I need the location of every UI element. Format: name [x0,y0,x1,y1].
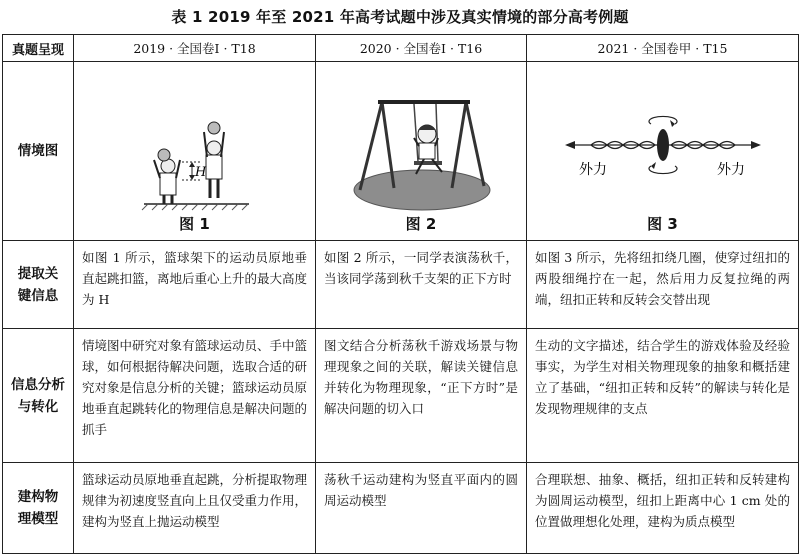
key-info-label-line1: 提取关 [17,265,59,282]
table-caption: 表 1 2019 年至 2021 年高考试题中涉及真实情境的部分高考例题 [171,8,629,26]
fig3-cell [527,62,799,241]
height-label: H [195,165,207,180]
force-right-label: 外力 [717,162,745,178]
analysis-2019: 情境图中研究对象有篮球运动员、手中篮球，如何根据待解决问题，选取合适的研究对象是信息分析的关键；篮球运动员原地垂直起跳转化的物理信息是解决问题的抓手 [74,329,316,463]
key-info-label-line2: 键信息 [17,287,59,304]
situation-label: 情境图 [3,62,74,241]
header-row [3,35,799,62]
fig1-caption: 图 1 [179,215,210,233]
key-info-2019: 如图 1 所示，篮球架下的运动员原地垂直起跳扣篮，离地后重心上升的最大高度为 H [74,241,316,329]
model-label-line1: 建构物 [17,489,59,505]
analysis-row [3,329,799,463]
key-info-2020: 如图 2 所示，一同学表演荡秋千，当该同学荡到秋千支架的正下方时 [316,241,527,329]
header-row-label: 真题呈现 [3,35,74,62]
header-col-2019: 2019 · 全国卷Ⅰ · T18 [74,35,316,62]
analysis-2020: 图文结合分析荡秋千游戏场景与物理现象之间的关联，解读关键信息并转化为物理现象，“正下方时”是解决问题的切入口 [316,329,527,463]
model-label-line2: 理模型 [17,511,59,527]
model-2019: 篮球运动员原地垂直起跳，分析提取物理规律为初速度竖直向上且仅受重力作用，建构为竖直上抛运动模型 [74,463,316,554]
exam-table [2,34,799,554]
fig2-cell [316,62,527,241]
fig1-cell [74,62,316,241]
analysis-2021: 生动的文字描述，结合学生的游戏体验及经验事实，为学生对相关物理现象的抽象和概括建立了基础，“纽扣正转和反转”的解读与转化是发现物理规律的支点 [527,329,799,463]
key-info-label [3,241,74,329]
model-2021: 合理联想、抽象、概括，纽扣正转和反转建构为圆周运动模型，纽扣上距离中心 1 cm 处的位置做理想化处理，建构为质点模型 [527,463,799,554]
model-row [3,463,799,554]
model-label [3,463,74,554]
header-col-2021: 2021 · 全国卷甲 · T15 [527,35,799,62]
force-left-label: 外力 [579,162,607,178]
fig2-caption: 图 2 [405,215,437,233]
key-info-2021: 如图 3 所示，先将纽扣绕几圈，使穿过纽扣的两股细绳拧在一起，然后用力反复拉绳的两端，纽扣正转和反转会交替出现 [527,241,799,329]
analysis-label-line2: 与转化 [17,398,59,415]
header-col-2020: 2020 · 全国卷Ⅰ · T16 [316,35,527,62]
analysis-label-line1: 信息分析 [11,376,65,393]
model-2020: 荡秋千运动建构为竖直平面内的圆周运动模型 [316,463,527,554]
analysis-label [3,329,74,463]
fig3-caption: 图 3 [647,215,678,233]
situation-row [3,62,799,241]
key-info-row [3,241,799,329]
